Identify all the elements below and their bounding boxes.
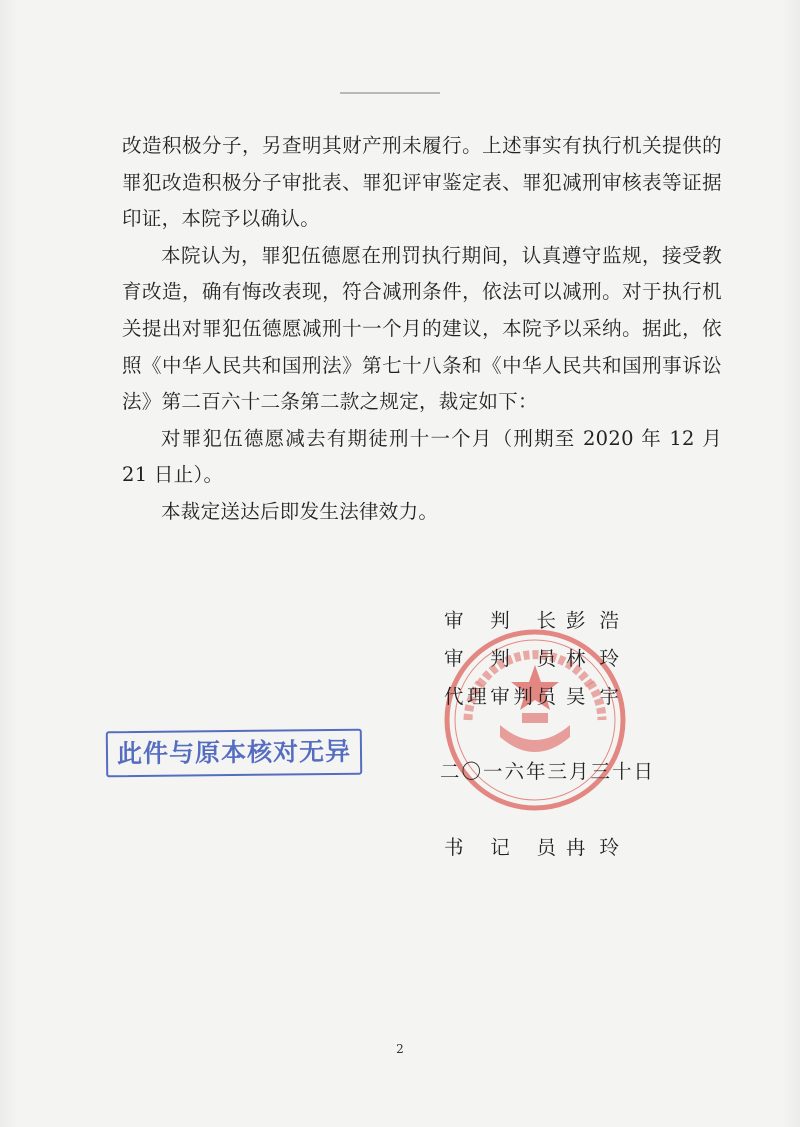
signature-title: 审判员: [444, 647, 556, 670]
signature-clerk: [444, 832, 633, 860]
paragraph-facts: 改造积极分子，另查明其财产刑未履行。上述事实有执行机关提供的罪犯改造积极分子审批表、罪犯评审鉴定表、罪犯减刑审核表等证据印证，本院予以确认。: [122, 134, 722, 231]
signature-name: 彭浩: [566, 609, 634, 632]
signature-judge: [444, 640, 684, 678]
paragraph-decision: 对罪犯伍德愿减去有期徒刑十一个月（刑期至 2020 年 12 月 21 日止）。: [122, 426, 722, 487]
copy-verified-stamp: 此件与原本核对无异: [106, 729, 362, 778]
paragraph-reasoning: 本院认为，罪犯伍德愿在刑罚执行期间，认真遵守监规，接受教育改造，确有悔改表现，符合减刑条件，依法可以减刑。对于执行机关提出对罪犯伍德愿减刑十一个月的建议，本院予以采纳。据此，依照《中华人民共和国刑法》第七十八条和《中华人民共和国刑事诉讼法》第二百六十二条第二款之规定，裁定如下：: [122, 243, 722, 414]
scan-top-mark: [340, 92, 440, 94]
signature-name: 吴宇: [566, 685, 634, 708]
signature-name: 冉玲: [566, 836, 634, 859]
ruling-body: [122, 128, 722, 531]
signature-title: 代理审判员: [444, 685, 556, 708]
ruling-date: 二〇一六年三月三十日: [440, 760, 656, 783]
signature-presiding-judge: [444, 602, 684, 640]
signature-title: 书记员: [444, 836, 556, 859]
signature-acting-judge: [444, 678, 684, 716]
paragraph-effect: 本裁定送达后即发生法律效力。: [161, 499, 439, 523]
page-number: 2: [396, 1042, 404, 1056]
signature-name: 林玲: [566, 647, 634, 670]
signature-block: [444, 602, 684, 716]
signature-title: 审判长: [444, 609, 556, 632]
